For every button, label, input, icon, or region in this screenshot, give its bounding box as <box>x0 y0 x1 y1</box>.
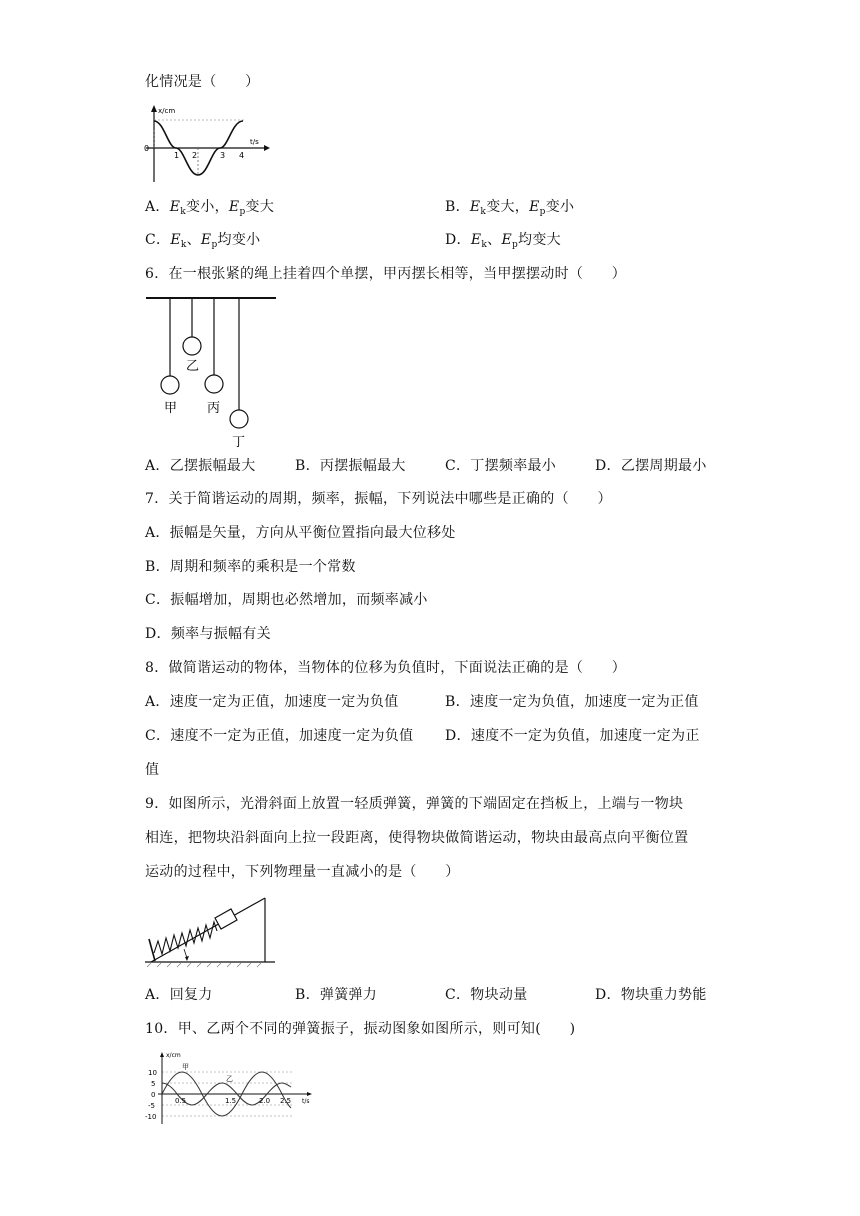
q8-option-b[interactable]: B．速度一定为负值，加速度一定为正值 <box>445 694 699 710</box>
q5-option-b[interactable]: B．$E_k$变大，$E_p$变小 <box>445 199 575 217</box>
q9-option-b[interactable]: B．弹簧弹力 <box>295 987 378 1003</box>
q7-option-b[interactable]: B．周期和频率的乘积是一个常数 <box>145 559 356 575</box>
q10-graph-series-jia: 甲 <box>182 1063 189 1071</box>
q5-stem-tail: 化情况是（ ） <box>145 74 260 90</box>
q8-stem: 8．做简谐运动的物体，当物体的位移为负值时，下面说法正确的是（ ） <box>145 660 627 676</box>
q6-option-a[interactable]: A．乙摆振幅最大 <box>145 458 256 474</box>
q8-option-c[interactable]: C．速度不一定为正值，加速度一定为负值 <box>145 728 414 744</box>
q6-option-d[interactable]: D．乙摆周期最小 <box>595 458 707 474</box>
q7-option-d[interactable]: D．频率与振幅有关 <box>145 626 271 642</box>
q9-incline-figure <box>143 895 278 970</box>
q10-graph-ytick-5: 5 <box>151 1080 156 1088</box>
q5-graph-tick-3: 3 <box>220 151 226 160</box>
q6-option-b[interactable]: B．丙摆振幅最大 <box>295 458 406 474</box>
q9-option-a[interactable]: A．回复力 <box>145 987 213 1003</box>
q10-graph-x-label: t/s <box>302 1098 310 1105</box>
q9-stem-line-1: 9．如图所示，光滑斜面上放置一轻质弹簧，弹簧的下端固定在挡板上，上端与一物块 <box>145 796 684 812</box>
q7-option-a[interactable]: A．振幅是矢量，方向从平衡位置指向最大位移处 <box>145 525 456 541</box>
q5-option-a[interactable]: A．$E_k$变小，$E_p$变大 <box>145 199 275 217</box>
q6-stem: 6．在一根张紧的绳上挂着四个单摆，甲丙摆长相等，当甲摆摆动时（ ） <box>145 266 627 282</box>
q5-option-d[interactable]: D．$E_k$、$E_p$均变大 <box>445 232 561 250</box>
q5-graph-tick-2: 2 <box>192 151 198 160</box>
q10-graph-ytick-neg10: -10 <box>145 1113 157 1121</box>
q8-option-a[interactable]: A．速度一定为正值，加速度一定为负值 <box>145 694 399 710</box>
q5-graph-y-label: x/cm <box>158 107 176 115</box>
q5-graph-x-label: t/s <box>250 138 259 146</box>
q5-graph-origin: 0 <box>144 144 150 153</box>
q10-graph-ytick-10: 10 <box>148 1069 157 1077</box>
q8-option-d-cont: 值 <box>145 762 160 778</box>
q9-option-c[interactable]: C．物块动量 <box>445 987 528 1003</box>
q8-option-d[interactable]: D．速度不一定为负值，加速度一定为正 <box>445 728 700 744</box>
q10-graph-xtick-2-5: 2.5 <box>280 1097 292 1105</box>
q10-graph-xtick-1-5: 1.5 <box>225 1097 237 1105</box>
q10-graph-y-label: x/cm <box>166 1052 181 1059</box>
q6-label-yi: 乙 <box>186 359 200 374</box>
q9-option-d[interactable]: D．物块重力势能 <box>595 987 707 1003</box>
q6-pendulum-figure <box>144 294 284 454</box>
q6-label-bing: 丙 <box>207 401 221 416</box>
q6-label-ding: 丁 <box>232 435 246 450</box>
q6-option-c[interactable]: C．丁摆频率最小 <box>445 458 557 474</box>
q10-graph-ytick-neg5: -5 <box>148 1102 155 1110</box>
q9-stem-line-2: 相连，把物块沿斜面向上拉一段距离，使得物块做简谐运动，物块由最高点向平衡位置 <box>145 830 689 846</box>
q9-stem-line-3: 运动的过程中，下列物理量一直减小的是（ ） <box>145 864 460 880</box>
q6-label-jia: 甲 <box>164 401 178 416</box>
q5-graph-tick-4: 4 <box>239 151 245 160</box>
q10-graph-ytick-0: 0 <box>151 1091 156 1099</box>
q5-graph <box>140 104 270 184</box>
q5-option-c[interactable]: C．$E_k$、$E_p$均变小 <box>145 232 261 250</box>
q10-stem: 10．甲、乙两个不同的弹簧振子，振动图象如图所示，则可知( ) <box>145 1021 576 1037</box>
q10-graph-xtick-0-5: 0.5 <box>175 1097 187 1105</box>
q10-graph-xtick-2-0: 2.0 <box>259 1097 271 1105</box>
q7-stem: 7．关于简谐运动的周期，频率，振幅，下列说法中哪些是正确的（ ） <box>145 491 612 507</box>
q10-graph <box>142 1050 317 1128</box>
q5-graph-tick-1: 1 <box>174 151 180 160</box>
q10-graph-series-yi: 乙 <box>226 1075 233 1083</box>
q7-option-c[interactable]: C．振幅增加，周期也必然增加，而频率减小 <box>145 592 428 608</box>
